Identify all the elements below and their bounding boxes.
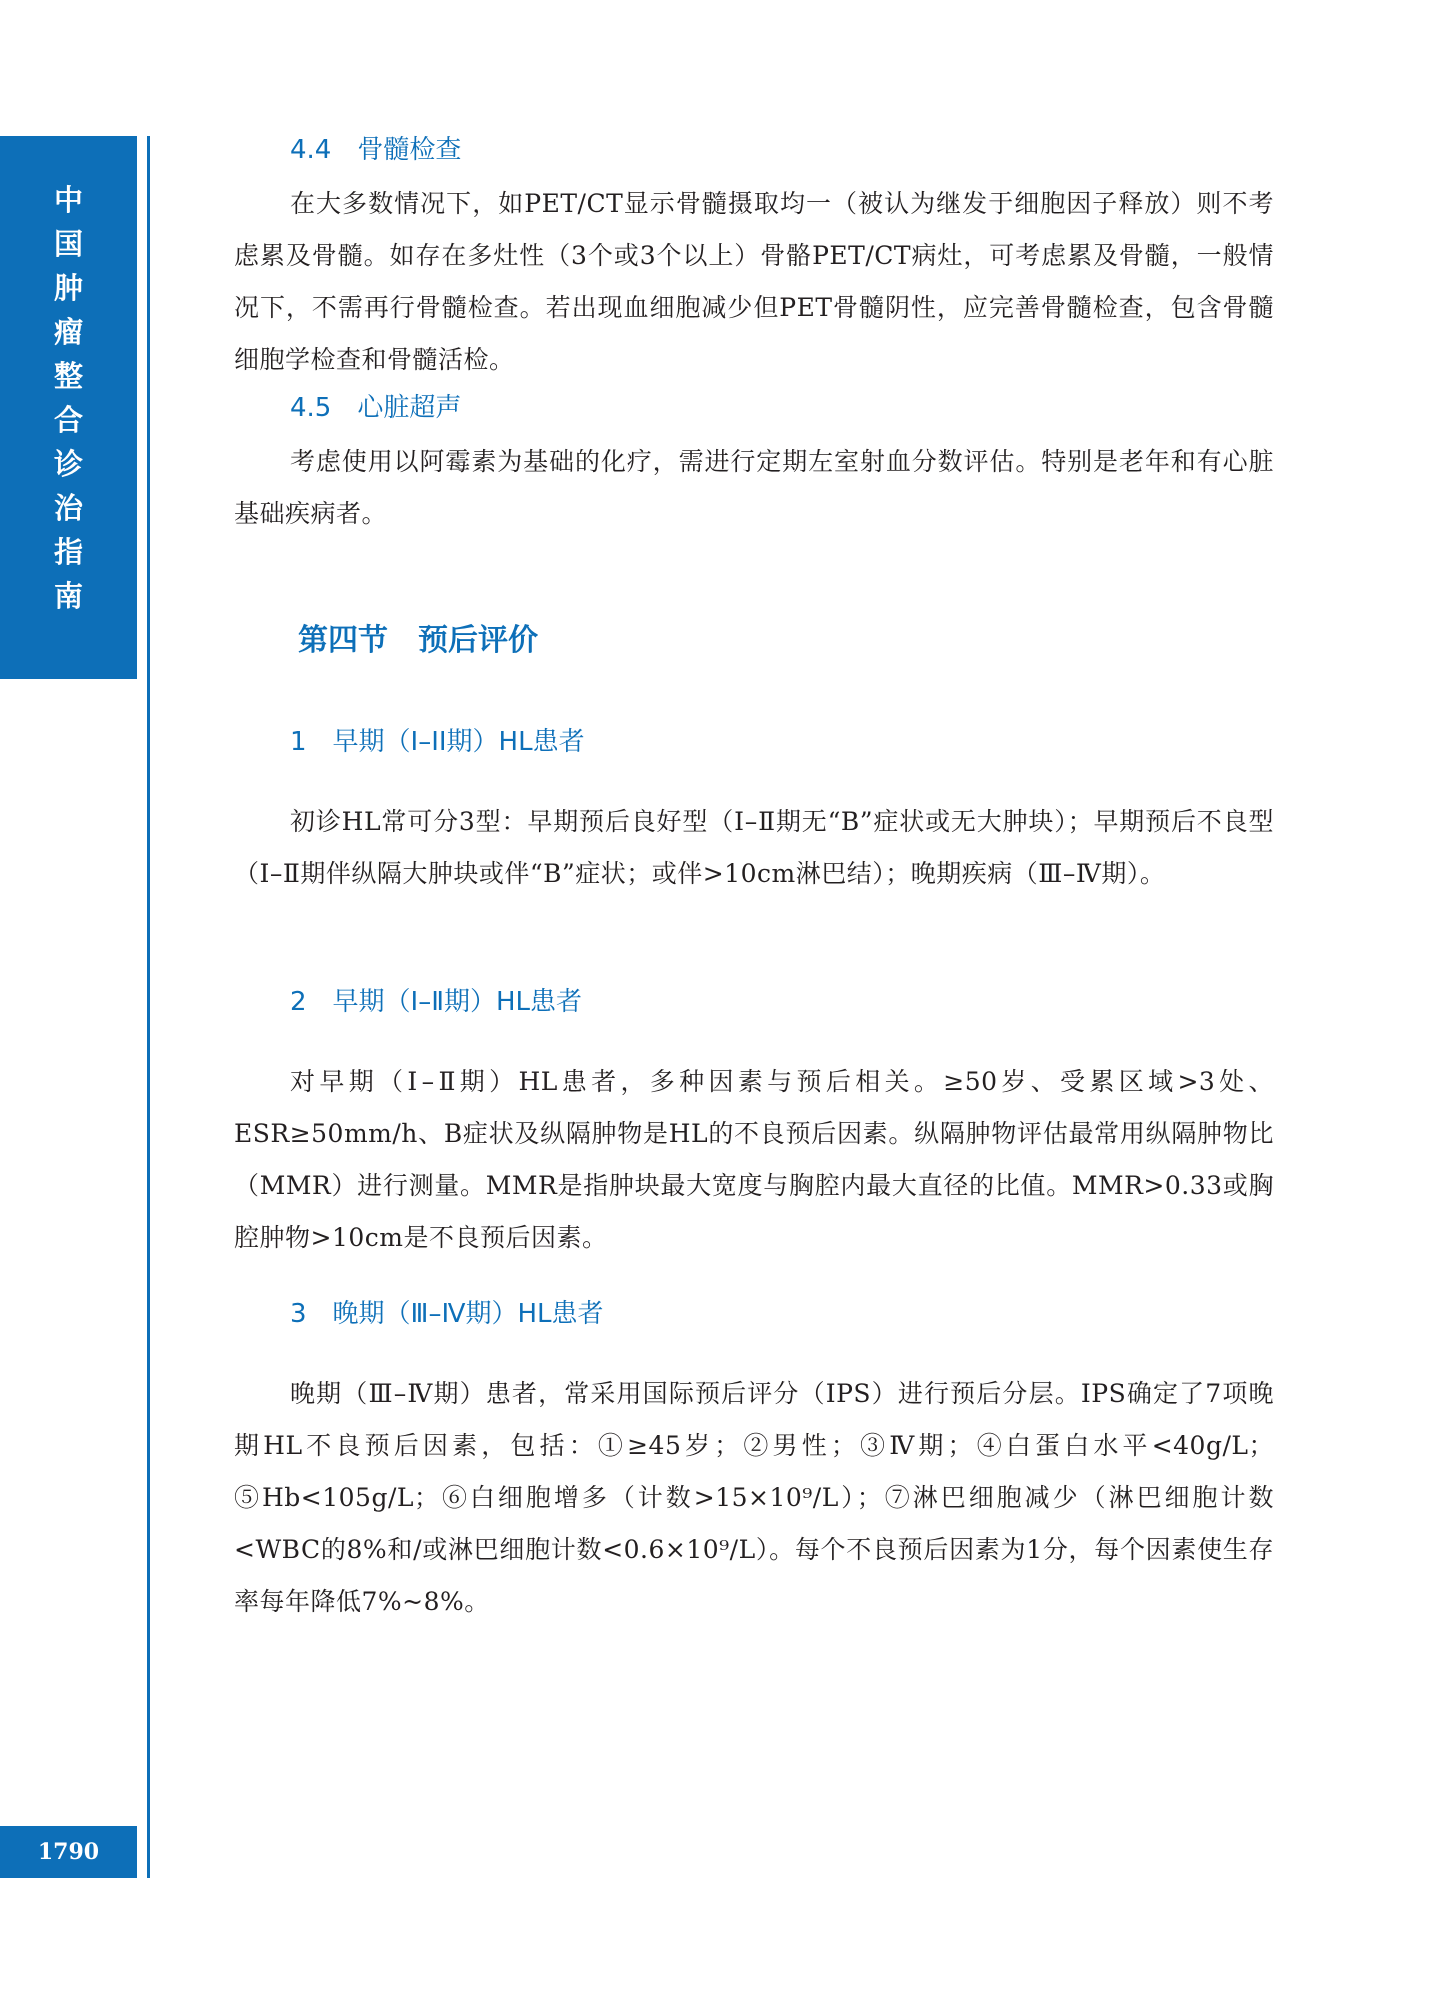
- book-title-char: 南: [53, 579, 83, 613]
- paragraph-4-5: 考虑使用以阿霉素为基础的化疗，需进行定期左室射血分数评估。特别是老年和有心脏基础疾病者。: [234, 447, 1274, 528]
- paragraph-3: 晚期（Ⅲ–Ⅳ期）患者，常采用国际预后评分（IPS）进行预后分层。IPS确定了7项晚期HL不良预后因素，包括：①≥45岁；②男性；③Ⅳ期；④白蛋白水平<40g/L；⑤Hb<105g/L；⑥白细胞增多（计数>15×10⁹/L）；⑦淋巴细胞减少（淋巴细胞计数<WBC的8%和/或淋巴细胞计数<0.6×10⁹/L）。每个不良预后因素为1分，每个因素使生存率每年降低7%~8%。: [234, 1379, 1274, 1616]
- heading-2: 2 早期（Ⅰ–Ⅱ期）HL患者: [290, 987, 583, 1017]
- book-title-char: 国: [53, 227, 83, 261]
- heading-4-5: 4.5 心脏超声: [290, 393, 462, 423]
- vertical-rule: [147, 136, 150, 1878]
- page-number: 1790: [0, 1826, 137, 1878]
- book-title-char: 指: [53, 535, 83, 569]
- book-title-char: 肿: [53, 271, 83, 305]
- book-title-char: 中: [53, 183, 83, 217]
- book-title-char: 整: [53, 359, 83, 393]
- paragraph-1: 初诊HL常可分3型：早期预后良好型（Ⅰ–Ⅱ期无“B”症状或无大肿块）；早期预后不良型（Ⅰ–Ⅱ期伴纵隔大肿块或伴“B”症状；或伴>10cm淋巴结）；晚期疾病（Ⅲ–Ⅳ期）。: [234, 807, 1274, 888]
- heading-4-4: 4.4 骨髓检查: [290, 135, 462, 165]
- paragraph-4-4: 在大多数情况下，如PET/CT显示骨髓摄取均一（被认为继发于细胞因子释放）则不考虑累及骨髓。如存在多灶性（3个或3个以上）骨骼PET/CT病灶，可考虑累及骨髓，一般情况下，不需再行骨髓检查。若出现血细胞减少但PET骨髓阴性，应完善骨髓检查，包含骨髓细胞学检查和骨髓活检。: [234, 189, 1274, 374]
- heading-3: 3 晚期（Ⅲ–Ⅳ期）HL患者: [290, 1299, 604, 1329]
- book-title-vertical: [0, 178, 137, 618]
- book-title-char: 诊: [53, 447, 83, 481]
- paragraph-2: 对早期（Ⅰ–Ⅱ期）HL患者，多种因素与预后相关。≥50岁、受累区域>3处、ESR≥50mm/h、B症状及纵隔肿物是HL的不良预后因素。纵隔肿物评估最常用纵隔肿物比（MMR）进行测量。MMR是指肿块最大宽度与胸腔内最大直径的比值。MMR>0.33或胸腔肿物>10cm是不良预后因素。: [234, 1067, 1274, 1252]
- book-title-char: 瘤: [53, 315, 83, 349]
- heading-1: 1 早期（I–II期）HL患者: [290, 727, 585, 757]
- book-title-char: 合: [53, 403, 83, 437]
- section-heading: 第四节 预后评价: [298, 623, 538, 658]
- book-title-char: 治: [53, 491, 83, 525]
